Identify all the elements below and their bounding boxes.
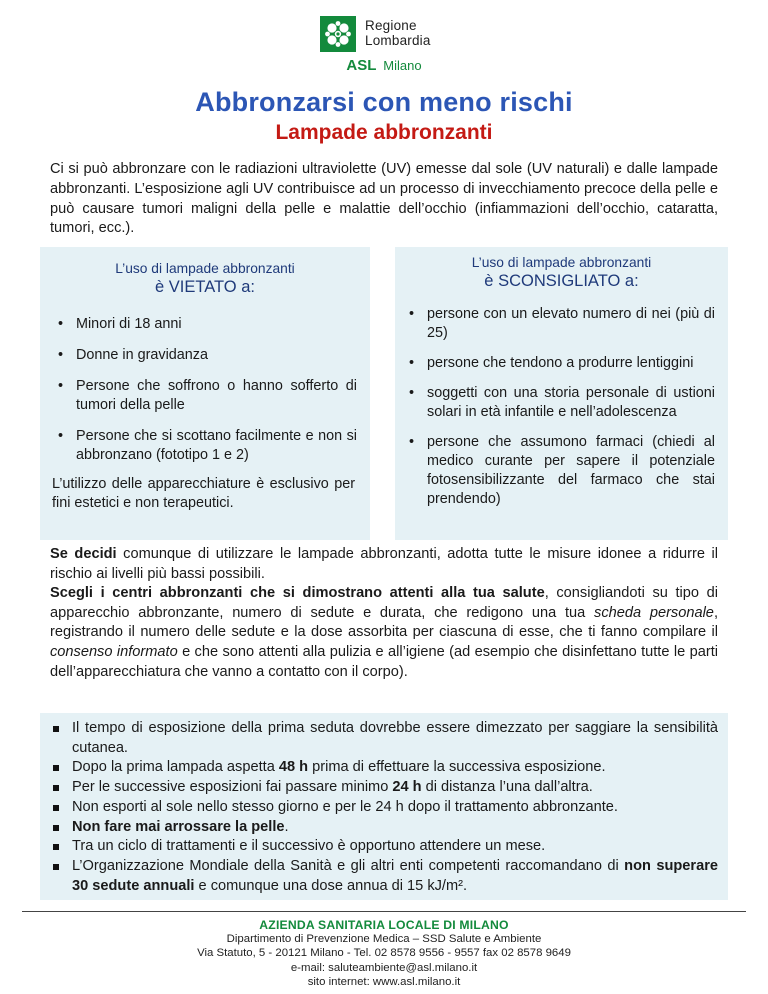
discouraged-heading-post: a: — [620, 272, 639, 290]
decide-paragraph — [50, 545, 718, 584]
decide-bold: Se decidi — [50, 546, 117, 562]
list-item — [50, 798, 718, 818]
list-item: • persone che assumono farmaci (chiedi al medico curante per sapere il potenziale fotosensibilizzante del farmaco che stai prendendo) — [403, 433, 715, 509]
list-item: • Persone che si scottano facilmente e non si abbronzano (fototipo 1 e 2) — [52, 427, 357, 465]
list-item: • Persone che soffrono o hanno sofferto di tumori della pelle — [52, 377, 357, 415]
footer-email: e-mail: saluteambiente@asl.milano.it — [290, 961, 478, 974]
list-item — [50, 758, 718, 778]
tip-text: di distanza l’una dall’altra. — [421, 779, 593, 796]
footer-organization: AZIENDA SANITARIA LOCALE DI MILANO — [259, 918, 509, 932]
choose-text-2: , registrando il numero delle sedute e la dose assorbita per ciascuna di esse, che ti fanno compilare il — [50, 604, 718, 641]
list-item: • Minori di 18 anni — [52, 315, 357, 334]
choose-italic-2: consenso informato — [50, 643, 178, 660]
discouraged-heading-pre: è — [484, 272, 499, 290]
list-item — [50, 857, 718, 896]
tip-text: Il tempo di esposizione della prima seduta dovrebbe essere dimezzato per saggiare la sensibilità cutanea. — [72, 720, 718, 756]
tip-text: . — [284, 818, 289, 835]
footer-address: Via Statuto, 5 - 20121 Milano - Tel. 02 8578 9556 - 9557 fax 02 8578 9649 — [197, 947, 571, 960]
regione-lombardia-logo — [320, 16, 460, 56]
asl-acronym: ASL — [346, 57, 377, 74]
forbidden-heading-key: VIETATO — [168, 278, 237, 296]
list-item — [50, 837, 718, 857]
choose-paragraph — [50, 584, 718, 682]
forbidden-heading-line2 — [40, 278, 370, 297]
discouraged-heading-line2 — [395, 272, 728, 291]
tip-text: L’Organizzazione Mondiale della Sanità e gli altri enti competenti raccomandano di — [72, 857, 625, 874]
choose-bold: Scegli i centri abbronzanti che si dimostrano attenti alla tua salute — [50, 585, 545, 602]
tip-text: Dopo la prima lampada aspetta — [72, 759, 279, 776]
list-item: • soggetti con una storia personale di ustioni solari in età infantile e nell’adolescenza — [403, 384, 715, 422]
main-paragraph — [50, 545, 718, 682]
forbidden-heading-pre: è — [155, 278, 169, 296]
list-item — [50, 818, 718, 838]
choose-italic-1: scheda personale — [594, 604, 714, 621]
list-item — [50, 719, 718, 758]
choose-text-3: e che sono attenti alla pulizia e all’igiene (ad esempio che disinfettano tutte le parti dell’apparecchiatura che vanno a contatto con il corpo). — [50, 643, 718, 680]
list-item: • persone con un elevato numero di nei (più di 25) — [403, 305, 715, 343]
forbidden-heading-post: a: — [236, 278, 255, 296]
logo-line-regione: Regione — [365, 18, 417, 33]
list-item: • Donne in gravidanza — [52, 346, 357, 365]
tip-text: prima di effettuare la successiva esposizione. — [308, 759, 606, 776]
forbidden-heading — [40, 259, 370, 297]
discouraged-heading-line1: L’uso di lampade abbronzanti — [471, 255, 652, 270]
page-subtitle: Lampade abbronzanti — [275, 121, 493, 144]
tip-text: Tra un ciclo di trattamenti e il successivo è opportuno attendere un mese. — [72, 838, 546, 855]
logo-text — [365, 18, 431, 48]
tip-bold: 48 h — [278, 759, 309, 776]
regione-lombardia-rose-icon — [320, 16, 356, 52]
tips-list — [50, 719, 718, 896]
intro-paragraph: Ci si può abbronzare con le radiazioni ultraviolette (UV) emesse dal sole (UV naturali) e dalle lampade abbronzanti. L’esposizione agli UV contribuisce ad un processo di invecchiamento precoce della pelle e può causare tumori maligni della pelle e malattie dell’occhio (infiammazioni dell’occhio, cataratta, tumori, ecc.). — [50, 161, 718, 237]
discouraged-box — [395, 247, 728, 540]
tips-box — [40, 713, 728, 900]
decide-text: comunque di utilizzare le lampade abbronzanti, adotta tutte le misure idonee a ridurre il rischio ai livelli più bassi possibili. — [50, 546, 718, 582]
list-item: • persone che tendono a produrre lentiggini — [403, 354, 715, 373]
tip-bold: non superare 30 sedute annuali — [72, 857, 718, 894]
tip-text: Per le successive esposizioni fai passare minimo — [72, 779, 393, 796]
logo-line-lombardia: Lombardia — [365, 33, 431, 48]
discouraged-heading-key: SCONSIGLIATO — [498, 272, 621, 290]
discouraged-list — [403, 305, 715, 520]
discouraged-heading — [395, 253, 728, 291]
forbidden-box — [40, 247, 370, 540]
tip-text: e comunque una dose annua di 15 kJ/m². — [194, 877, 468, 894]
footer-department: Dipartimento di Prevenzione Medica – SSD Salute e Ambiente — [226, 933, 542, 946]
list-item — [50, 778, 718, 798]
footer-divider — [22, 911, 746, 912]
forbidden-note: L’utilizzo delle apparecchiature è esclusivo per fini estetici e non terapeutici. — [52, 476, 355, 511]
page-title: Abbronzarsi con meno rischi — [195, 87, 573, 117]
asl-city: Milano — [383, 58, 422, 73]
footer-website: sito internet: www.asl.milano.it — [307, 975, 461, 988]
forbidden-heading-line1: L’uso di lampade abbronzanti — [115, 261, 295, 276]
forbidden-list — [52, 315, 357, 477]
footer — [0, 918, 768, 989]
tip-bold: Non fare mai arrossare la pelle — [72, 818, 285, 835]
tip-text: Non esporti al sole nello stesso giorno e per le 24 h dopo il trattamento abbronzante. — [72, 798, 618, 815]
asl-label — [0, 57, 768, 74]
tip-bold: 24 h — [392, 779, 422, 796]
choose-text-1: , consigliandoti su tipo di apparecchio abbronzante, numero di sedute e durata, che redigono una tua — [50, 585, 718, 621]
